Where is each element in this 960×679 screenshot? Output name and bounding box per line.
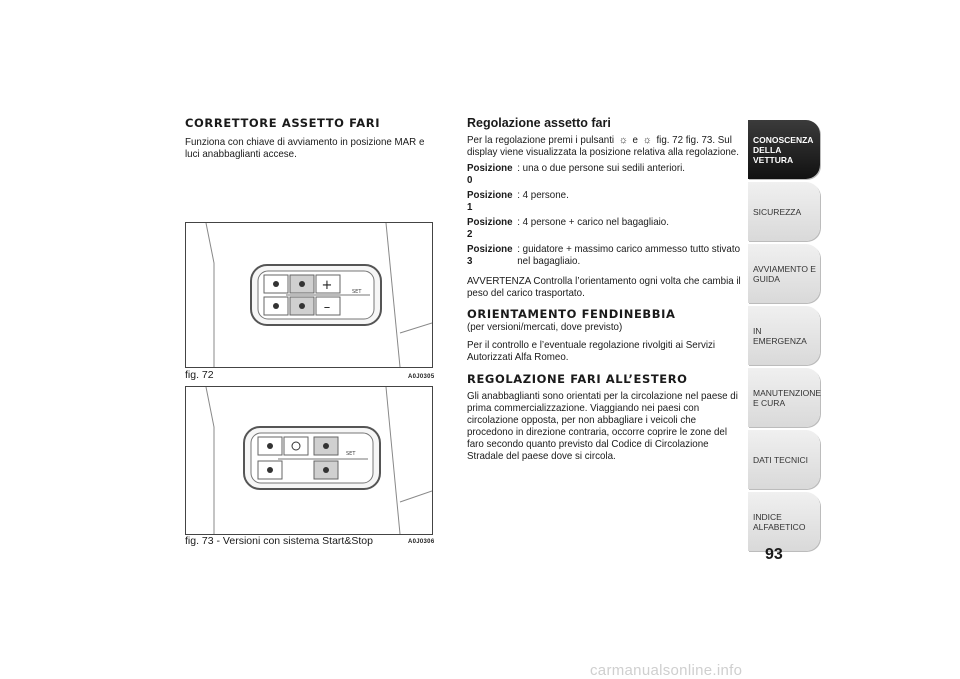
- regolazione-heading: Regolazione assetto fari: [467, 116, 611, 130]
- headlamp-up-icon: ☼: [618, 134, 628, 146]
- headlamp-panel-illustration: [186, 223, 432, 367]
- fendinebbia-heading: ORIENTAMENTO FENDINEBBIA: [467, 307, 676, 321]
- minus-symbol: –: [323, 300, 331, 315]
- tab-conoscenza-della-vettura[interactable]: CONOSCENZA DELLA VETTURA: [748, 120, 820, 179]
- fig-73-caption: fig. 73 - Versioni con sistema Start&Stop: [185, 535, 373, 547]
- tab-sicurezza[interactable]: SICUREZZA: [748, 182, 820, 241]
- section-heading-correttore: CORRETTORE ASSETTO FARI: [185, 116, 381, 130]
- fig-73-code: A0J0306: [408, 539, 435, 545]
- chapter-tabs: [748, 120, 820, 554]
- watermark: carmanualsonline.info: [590, 662, 743, 679]
- fendinebbia-subtitle: (per versioni/mercati, dove previsto): [467, 321, 623, 333]
- list-item: Posizione 3 : guidatore + massimo carico ammesso tutto stivato nel bagagliaio.: [467, 243, 741, 267]
- list-item: Posizione 1 : 4 persone.: [467, 189, 569, 213]
- start-stop-panel-illustration: [186, 387, 432, 534]
- tab-indice-alfabetico[interactable]: INDICE ALFABETICO: [748, 492, 820, 551]
- regolazione-text: Per la regolazione premi i pulsanti ☼ e ☼ fig. 72 fig. 73. Sul display viene visualizzata la posizione relativa alla regolazione.: [467, 134, 739, 158]
- tab-in-emergenza[interactable]: IN EMERGENZA: [748, 306, 820, 365]
- page-number: 93: [765, 546, 783, 563]
- intro-text: Funziona con chiave di avviamento in posizione MAR e luci anabbaglianti accese.: [185, 136, 425, 160]
- set-label: SET: [352, 289, 362, 295]
- fendinebbia-text: Per il controllo e l’eventuale regolazione rivolgiti ai Servizi Autorizzati Alfa Romeo.: [467, 339, 716, 363]
- left-column: [185, 116, 435, 160]
- tab-avviamento-e-guida[interactable]: AVVIAMENTO E GUIDA: [748, 244, 820, 303]
- fig-72-code: A0J0305: [408, 374, 435, 380]
- tab-dati-tecnici[interactable]: DATI TECNICI: [748, 430, 820, 489]
- estero-text: Gli anabbaglianti sono orientati per la circolazione nel paese di prima commercializzazione. Viaggiando nei paesi con circolazione opposta, per non abbagliare i veicoli che procedono in direzione contraria, occorre coprire le zone del faro secondo quanto previsto dal Codice di Circolazione Stradale del paese dove si circola.: [467, 390, 738, 462]
- warning-text: AVVERTENZA Controlla l’orientamento ogni volta che cambia il peso del carico trasportato.: [467, 275, 741, 299]
- tab-manutenzione-e-cura[interactable]: MANUTENZIONE E CURA: [748, 368, 820, 427]
- estero-heading: REGOLAZIONE FARI ALL’ESTERO: [467, 372, 688, 386]
- figure-73: [185, 386, 433, 535]
- list-item: Posizione 2 : 4 persone + carico nel bagagliaio.: [467, 216, 669, 240]
- positions-list: [467, 162, 742, 267]
- set-label-73: SET: [346, 451, 356, 457]
- headlamp-down-icon: ☼: [642, 134, 652, 146]
- right-column: [467, 116, 743, 462]
- list-item: Posizione 0 : una o due persone sui sedili anteriori.: [467, 162, 685, 186]
- fig-72-caption: fig. 72: [185, 369, 214, 381]
- figure-72: [185, 222, 433, 368]
- plus-symbol: +: [321, 278, 333, 293]
